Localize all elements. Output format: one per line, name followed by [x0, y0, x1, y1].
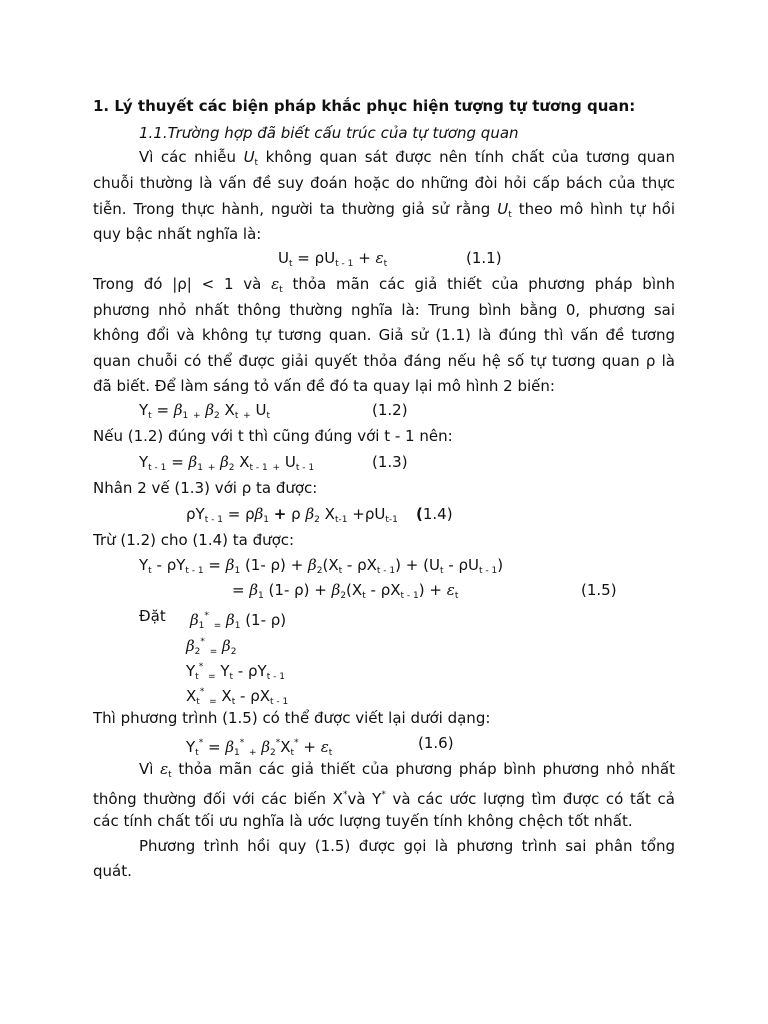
paragraph-line: Nếu (1.2) đúng với t thì cũng đúng với t - 1 nên:: [93, 427, 453, 445]
equation-1-2: $Y_t = \beta_1$ $_+$ $\beta_2$ $X_t$ $_+$ $U_t$: [139, 401, 270, 421]
subsection-heading: 1.1.Trường hợp đã biết cấu trúc của tự tương quan: [139, 124, 519, 142]
paragraph-line: Phương trình hồi quy (1.5) được gọi là phương trình sai phân tổng: [139, 837, 675, 855]
equation-1-6: $Y_t^* = \beta_1^*$ $_+$ $\beta_2^*X_t^* + \varepsilon_t$: [186, 738, 333, 758]
paragraph-line: Nhân 2 vế (1.3) với ρ ta được:: [93, 479, 318, 497]
paragraph-line: Vì $\varepsilon_t$ thỏa mãn các giả thiết của phương pháp bình phương nhỏ nhất: [139, 760, 675, 780]
equation-1-4: $\rho Y_{t - 1} = \rho\beta_1 + \rho$ $\beta_2$ $X_{t-1} +\rho U_{t-1}$: [186, 505, 398, 525]
paragraph-line: đã biết. Để làm sáng tỏ vấn đề đó ta quay lại mô hình 2 biến:: [93, 377, 555, 395]
paragraph-line: Trừ (1.2) cho (1.4) ta được:: [93, 531, 295, 549]
substitution-beta1: $\beta_1^*$ $_=$ $\beta_1$ (1- ρ): [190, 611, 287, 631]
substitution-beta2: $\beta_2^*$ $_=$ $\beta_2$: [186, 637, 237, 657]
equation-number: (1.2): [372, 401, 408, 419]
section-heading: 1. Lý thuyết các biện pháp khắc phục hiện tượng tự tương quan:: [93, 97, 636, 115]
equation-number: (1.5): [581, 581, 617, 599]
equation-1-1: $U_t = \rho U_{t - 1} + \varepsilon_t$: [278, 249, 388, 269]
paragraph-line: Vì các nhiễu $U_t$ không quan sát được nên tính chất của tương quan: [139, 148, 676, 168]
set-label: Đặt: [139, 607, 166, 625]
paragraph-line: tiễn. Trong thực hành, người ta thường giả sử rằng $U_t$ theo mô hình tự hồi: [93, 200, 675, 220]
equation-1-3: $Y_{t - 1} = \beta_1$ $_+$ $\beta_2$ $X_{t - 1}$ $_+$ $U_{t - 1}$: [139, 453, 315, 473]
paragraph-line: không đổi và không tự tương quan. Giả sử (1.1) là đúng thì vấn đề tương: [93, 326, 675, 344]
equation-number: (1.6): [418, 734, 454, 752]
paragraph-line: Thì phương trình (1.5) có thể được viết lại dưới dạng:: [93, 709, 491, 727]
paragraph-line: thông thường đối với các biến X*và Y* và các ước lượng tìm được có tất cả: [93, 790, 675, 808]
equation-number: (1.1): [466, 249, 502, 267]
substitution-x: $X_t^*$ $_=$ $X_t - \rho X_{t - 1}$: [186, 687, 289, 707]
equation-1-5-line2: = $\beta_1$ (1- $\rho) + \beta_2(X_t - \rho X_{t - 1}) + \varepsilon_t$: [232, 581, 459, 601]
paragraph-line: chuỗi thường là vấn đề suy đoán hoặc do những đòi hỏi cấp bách của thực: [93, 174, 675, 192]
equation-1-5-line1: $Y_t - \rho Y_{t - 1} = \beta_1$ (1- $\rho) + \beta_2(X_t - \rho X_{t - 1}) + (U_t - \rho U_{t - 1})$: [139, 556, 504, 576]
paragraph-line: quan chuỗi có thể được giải quyết thỏa đáng nếu hệ số tự tương quan ρ là: [93, 352, 675, 370]
paragraph-line: phương nhỏ nhất thông thường nghĩa là: Trung bình bằng 0, phương sai: [93, 301, 675, 319]
paragraph-line: quát.: [93, 862, 132, 880]
paragraph-line: các tính chất tối ưu nghĩa là ước lượng tuyến tính không chệch tốt nhất.: [93, 812, 633, 830]
paragraph-line: Trong đó |ρ| < 1 và $\varepsilon_t$ thỏa mãn các giả thiết của phương pháp bình: [93, 275, 675, 295]
equation-number: (1.4): [416, 505, 453, 523]
substitution-y: $Y_t^*$ $_=$ $Y_t - \rho Y_{t - 1}$: [186, 662, 285, 682]
paragraph-line: quy bậc nhất nghĩa là:: [93, 225, 262, 243]
equation-number: (1.3): [372, 453, 408, 471]
